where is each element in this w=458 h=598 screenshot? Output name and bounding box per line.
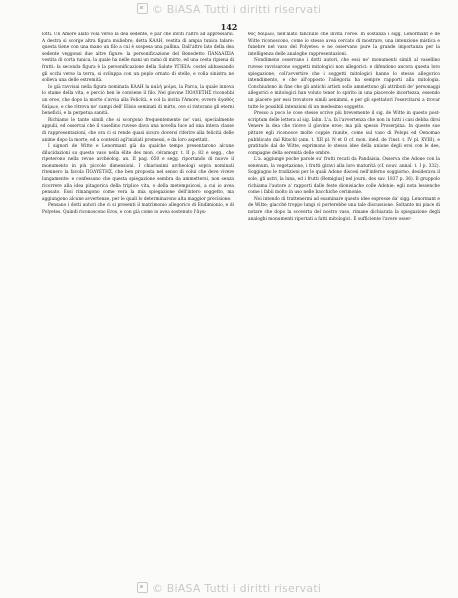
right-column	[248, 32, 440, 572]
paragraph: Presso a poco le cose stesse scrive più brevemente il sig. de Witte in questo post-scriptum delle lettera al sig. Iahn. L'a. fa l'avvertenza che non in tutti i casi debba dirsi Venere la dea che riceve il giovine eroe; ma più spesso Proserpina. In queste sue pitture egli riconosce molte coppie riunite, come sul vaso di Pelops ed Oenomao pubblicato dal Ritschl (ann. t. XII pl. N et O cf. mon. inéd. de l'inst. t. IV pl. XVIII), e gratitudo dal de Witte, esprimono lo stesso idee della unione degli eroi con le dee, compagne della serenità delle ombre.	[248, 111, 440, 156]
paragraph: L'a. aggiunge poche parole su' frutti recati da Pandaisia. Osserva che Adone con la senenum, la vegetazione, i frutti giravi alla loro maturità (cf. nouv. annal. t. I p. 332). Soggiugno le tradizioni per le quali Adone discesi nell'inferno soggiorno, desiderava il sole, gli astri, la luna, ed i frutti (Remigius] nel journ. des sav. 1837 p. 36). Il gruppolo richiama l'autore a' rapporti dalle feste dionisiache colle Adonie: egli nota lessenche come i fabii molto in uso nelle bacchiche cerimonie.	[248, 157, 440, 196]
paragraph: lotti. Un Amore alato vola verso la dea sedente, e par che inviti l'altro ad appressarsi. A destra si scorge altra figura muliebre, detta ΚΑΛΗ, vestita di ampia tunica talare: questa tiene con una mano un filo a cui è sospesa una pallina. Dall'altro lato della dea sedente veggonsi due altre figure: la personificazione del Benedetto ΠΑΝΔΑΙΣΙΑ vestita di corta tunica, la quale ha nelle mani un ramo di mirto, ed una cesta ripiena di frutti: la seconda figura è la personificazione della Salute ΥΓΙΕΙΑ: costei abbassando gli occhi verso la terra, si sviluppa con un peplo ornato di stelle, e colla sinistra ne solleva una delle estremità.	[42, 32, 234, 84]
paragraph: Noi intendo di trattenermi ad esaminare questo idee espresse da' sigg. Lenormant e de Witte; giacchè troppo lungi ci porterebbe una tale discussione. Soltanto mi piace di notare che dopo la scoverta del nostro vaso, rimane dichiarata la spiegazione degli analoghi monumenti riportati a fatti mitologici. È sufficiente l'avere osser-	[248, 196, 440, 222]
biasa-logo-icon	[137, 3, 148, 14]
watermark-top	[0, 3, 458, 16]
paragraph: Pensano i dotti autori che ci si presenti il matrimonio allegorico di Endimionio, e di Polyetes. Quindi riconoscono Eros, e con già come io avea sostenuto l'ἀγα-	[42, 203, 234, 216]
text-columns	[42, 32, 440, 572]
watermark-bottom	[0, 582, 458, 595]
paragraph: Nondimeno osservano i dotti autori, che essi ne' monumenti simili al vasellino ruvese ravvisarono soggetti mitologici non allegorici: e difendono ancora questa loro spiegazione, coll'avvertire che i soggetti mitologici hanno lo stesso allegorico intendimento, e che all'opposto l'allegoria ha sempre rapporti alla mitologia. Conchiudono in fine che gli antichi artisti sollo ammettono gli attributi de' personaggi allegorici e mitologici han voluto tener lo spirito in una piacevole incertezza, essendo un piacere per essi trovatore simili aenimmi, e per gli spettatori l'esercitarsi a trovar tutte le possibili intenzioni di un medesimo soggetto.	[248, 58, 440, 110]
watermark-bottom-text: © BiASA Tutti i diritti riservati	[151, 582, 322, 595]
page-number: 142	[220, 22, 238, 32]
paragraph: I signori de Witte e Lenormant già da qualche tempo presentarono alcune dilucidazioni su questo vaso nella élite des mon. céramogr. t. II p. 82 e segg., che ripeterono nella revue archéolog. an. II pag. 650 e segg. riportando di nuovo il monumento in più piccole dimensioni. I chiarissimi archeologi sopra nominati ritennero la favola ΠΟΛΥΕΤΗΣ, che ben proposta nel senso di colui che deve vivere lungamente: e confessano che questa spiegazione sembra da ammettersi, non senza ricorrere alla idea pitagorica della triplice vita, o della metempsicosi, a cui io avea pensato. Essi rimangono come vera la mia spiegazione dell'intero soggetto, ma aggiungono alcune avvertenze, per le quali lo determinarono alta maggior precisione.	[42, 144, 234, 202]
biasa-logo-icon	[137, 582, 148, 593]
left-column	[42, 32, 234, 572]
watermark-top-text: © BiASA Tutti i diritti riservati	[151, 3, 322, 16]
paragraph: Io già ravvisai nella figura nominata ΚΑΛΗ la καλή μοῖρα, la Parca, la quale innova lo stame della vita, e perciò ben le conviene il filo. Nel giovine ΠΟΛΥΕΤΗΣ riconobbi un eroe, che dopo la morte s'avvia alla Felicità, e col la invita l'Amore, ovvero ἀγαθὸς δαίμων, e che ritrova ne' campi dell' Elisio seminati di mirto, ove si ristorano gli eterni beneficii, e la perpetua sanità.	[42, 84, 234, 117]
paragraph: θὸς δαίμων, nell'alato fanciullo che invita l'eroe. In sostanza i sigg. Lenormant e de Witte riconoscono, come io stesso avea cercato di mostrare, una intenzione mistica e funebre nel vaso del Polyetes: e ne osservano pure la grande importanza per la intelligenza delle analoghe rappresentazioni.	[248, 32, 440, 57]
paragraph: Richiamo le tante simili che si scorgono frequentemente ne' vasi, specialmente appulii, ed osservai che il vasellino ruvese dava una novella luce ad una intera classe di rappresentazioni, che ora ci si rende quasi sicuro doversi riferire alla felicità delle anime dopo la morte, ed a contenti agl'iniziati promessi, e da loro aspettati.	[42, 117, 234, 143]
